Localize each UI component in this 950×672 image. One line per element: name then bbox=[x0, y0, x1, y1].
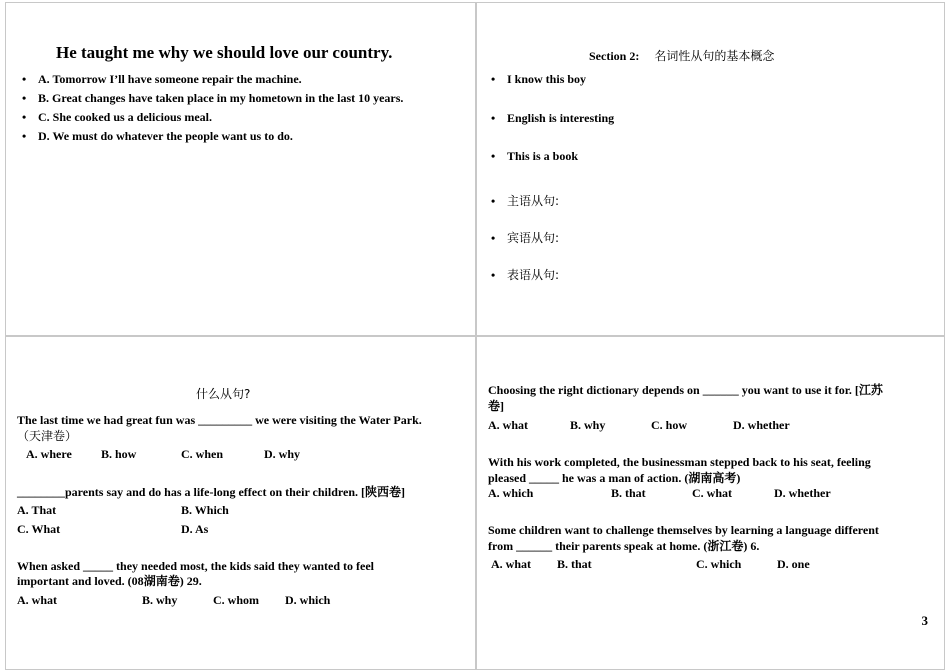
q2-option-d: D. whether bbox=[774, 486, 831, 500]
q1-option-c: C. when bbox=[181, 447, 224, 461]
subject-clause-label: 主语从句: bbox=[507, 194, 560, 208]
bullet-icon: • bbox=[491, 268, 496, 282]
question-1-bracket: ] bbox=[500, 399, 505, 413]
question-1-line-2 bbox=[488, 399, 504, 414]
slide-2 bbox=[476, 2, 945, 336]
q3-option-c: C. which bbox=[696, 557, 742, 571]
question-1-source: 江苏 bbox=[858, 383, 883, 397]
question-2-text bbox=[17, 485, 405, 500]
q2-option-a: A. That bbox=[17, 503, 57, 517]
question-2-bracket: ] bbox=[401, 485, 406, 499]
example-sentence-2: English is interesting bbox=[507, 111, 615, 125]
q1-option-a: A. what bbox=[488, 418, 529, 432]
list-item bbox=[491, 72, 586, 87]
q1-option-a: A. where bbox=[26, 447, 72, 461]
question-1-body: Choosing the right dictionary depends on ______ you want to use it for. [ bbox=[488, 383, 859, 397]
bullet-icon: • bbox=[491, 111, 496, 125]
q3-option-b: B. why bbox=[142, 593, 178, 607]
bullet-icon: • bbox=[491, 194, 496, 208]
question-3-number: ) 29. bbox=[179, 574, 202, 588]
q2-option-c: C. what bbox=[692, 486, 733, 500]
question-2-source: 湖南高考 bbox=[688, 471, 737, 485]
q1-option-b: B. why bbox=[570, 418, 606, 432]
q3-option-d: D. one bbox=[777, 557, 810, 571]
list-item bbox=[22, 72, 422, 87]
slide-1 bbox=[5, 2, 476, 336]
list-item bbox=[22, 91, 422, 106]
question-1-text: The last time we had great fun was _________ we were visiting the Water Park. bbox=[17, 413, 422, 427]
question-3-source: 湖南卷 bbox=[143, 574, 180, 588]
bullet-icon: • bbox=[22, 129, 27, 143]
question-3-line-2 bbox=[17, 574, 202, 589]
page-number: 3 bbox=[921, 613, 928, 628]
option-a: A. Tomorrow I’ll have someone repair the machine. bbox=[38, 72, 302, 86]
example-sentence-3: This is a book bbox=[507, 149, 579, 163]
q2-option-a: A. which bbox=[488, 486, 534, 500]
question-2-source: 陕西卷 bbox=[365, 485, 402, 499]
q3-option-a: A. what bbox=[17, 593, 58, 607]
question-2-line-2 bbox=[488, 471, 740, 486]
slide-1-options-list bbox=[22, 72, 422, 148]
q3-option-c: C. whom bbox=[213, 593, 260, 607]
slide-2-title bbox=[589, 49, 774, 64]
q2-option-d: D. As bbox=[181, 522, 209, 536]
slide-4 bbox=[476, 336, 945, 670]
bullet-icon: • bbox=[491, 149, 496, 163]
q3-option-d: D. which bbox=[285, 593, 331, 607]
list-item bbox=[491, 111, 614, 126]
slide-1-title: He taught me why we should love our country. bbox=[56, 43, 393, 62]
question-2-body: pleased _____ he was a man of action. ( bbox=[488, 471, 689, 485]
list-item bbox=[491, 266, 559, 283]
bullet-icon: • bbox=[22, 72, 27, 86]
list-item bbox=[22, 110, 422, 125]
question-1-source: （天津卷） bbox=[17, 429, 78, 443]
option-b: B. Great changes have taken place in my hometown in the last 10 years. bbox=[38, 91, 404, 105]
q2-option-b: B. that bbox=[611, 486, 646, 500]
q2-option-b: B. Which bbox=[181, 503, 229, 517]
predicative-clause-label: 表语从句: bbox=[507, 268, 560, 282]
bullet-icon: • bbox=[491, 231, 496, 245]
bullet-icon: • bbox=[22, 110, 27, 124]
example-sentence-1: I know this boy bbox=[507, 72, 587, 86]
section-label: Section 2: bbox=[589, 49, 640, 63]
q1-option-d: D. why bbox=[264, 447, 301, 461]
q1-option-b: B. how bbox=[101, 447, 137, 461]
option-d: D. We must do whatever the people want us to do. bbox=[38, 129, 293, 143]
question-2-bracket: ) bbox=[736, 471, 741, 485]
question-3-line-2 bbox=[488, 539, 759, 554]
question-3-number: ) 6. bbox=[743, 539, 760, 553]
question-1-line-1 bbox=[488, 383, 883, 398]
option-c: C. She cooked us a delicious meal. bbox=[38, 110, 213, 124]
list-item bbox=[491, 192, 559, 209]
slide-3-heading: 什么从句? bbox=[196, 387, 251, 401]
question-3-source: 浙江卷 bbox=[707, 539, 744, 553]
q1-option-d: D. whether bbox=[733, 418, 790, 432]
question-3-line-1: When asked _____ they needed most, the kids said they wanted to feel bbox=[17, 559, 375, 573]
question-3-body: from ______ their parents speak at home. ( bbox=[488, 539, 708, 553]
question-1-source-cont: 卷 bbox=[488, 399, 501, 413]
bullet-icon: • bbox=[491, 72, 496, 86]
slide-3 bbox=[5, 336, 476, 670]
question-3-body: important and loved. (08 bbox=[17, 574, 144, 588]
bullet-icon: • bbox=[22, 91, 27, 105]
q3-option-a: A. what bbox=[491, 557, 532, 571]
object-clause-label: 宾语从句: bbox=[507, 231, 560, 245]
q2-option-c: C. What bbox=[17, 522, 61, 536]
list-item bbox=[491, 149, 578, 164]
question-3-line-1: Some children want to challenge themselves by learning a language different bbox=[488, 523, 879, 537]
question-2-line-1: With his work completed, the businessman stepped back to his seat, feeling bbox=[488, 455, 871, 469]
question-2-body: ________parents say and do has a life-long effect on their children. [ bbox=[17, 485, 366, 499]
list-item bbox=[22, 129, 422, 144]
list-item bbox=[491, 229, 559, 246]
q3-option-b: B. that bbox=[557, 557, 592, 571]
section-title-cn: 名词性从句的基本概念 bbox=[654, 49, 775, 63]
q1-option-c: C. how bbox=[651, 418, 688, 432]
